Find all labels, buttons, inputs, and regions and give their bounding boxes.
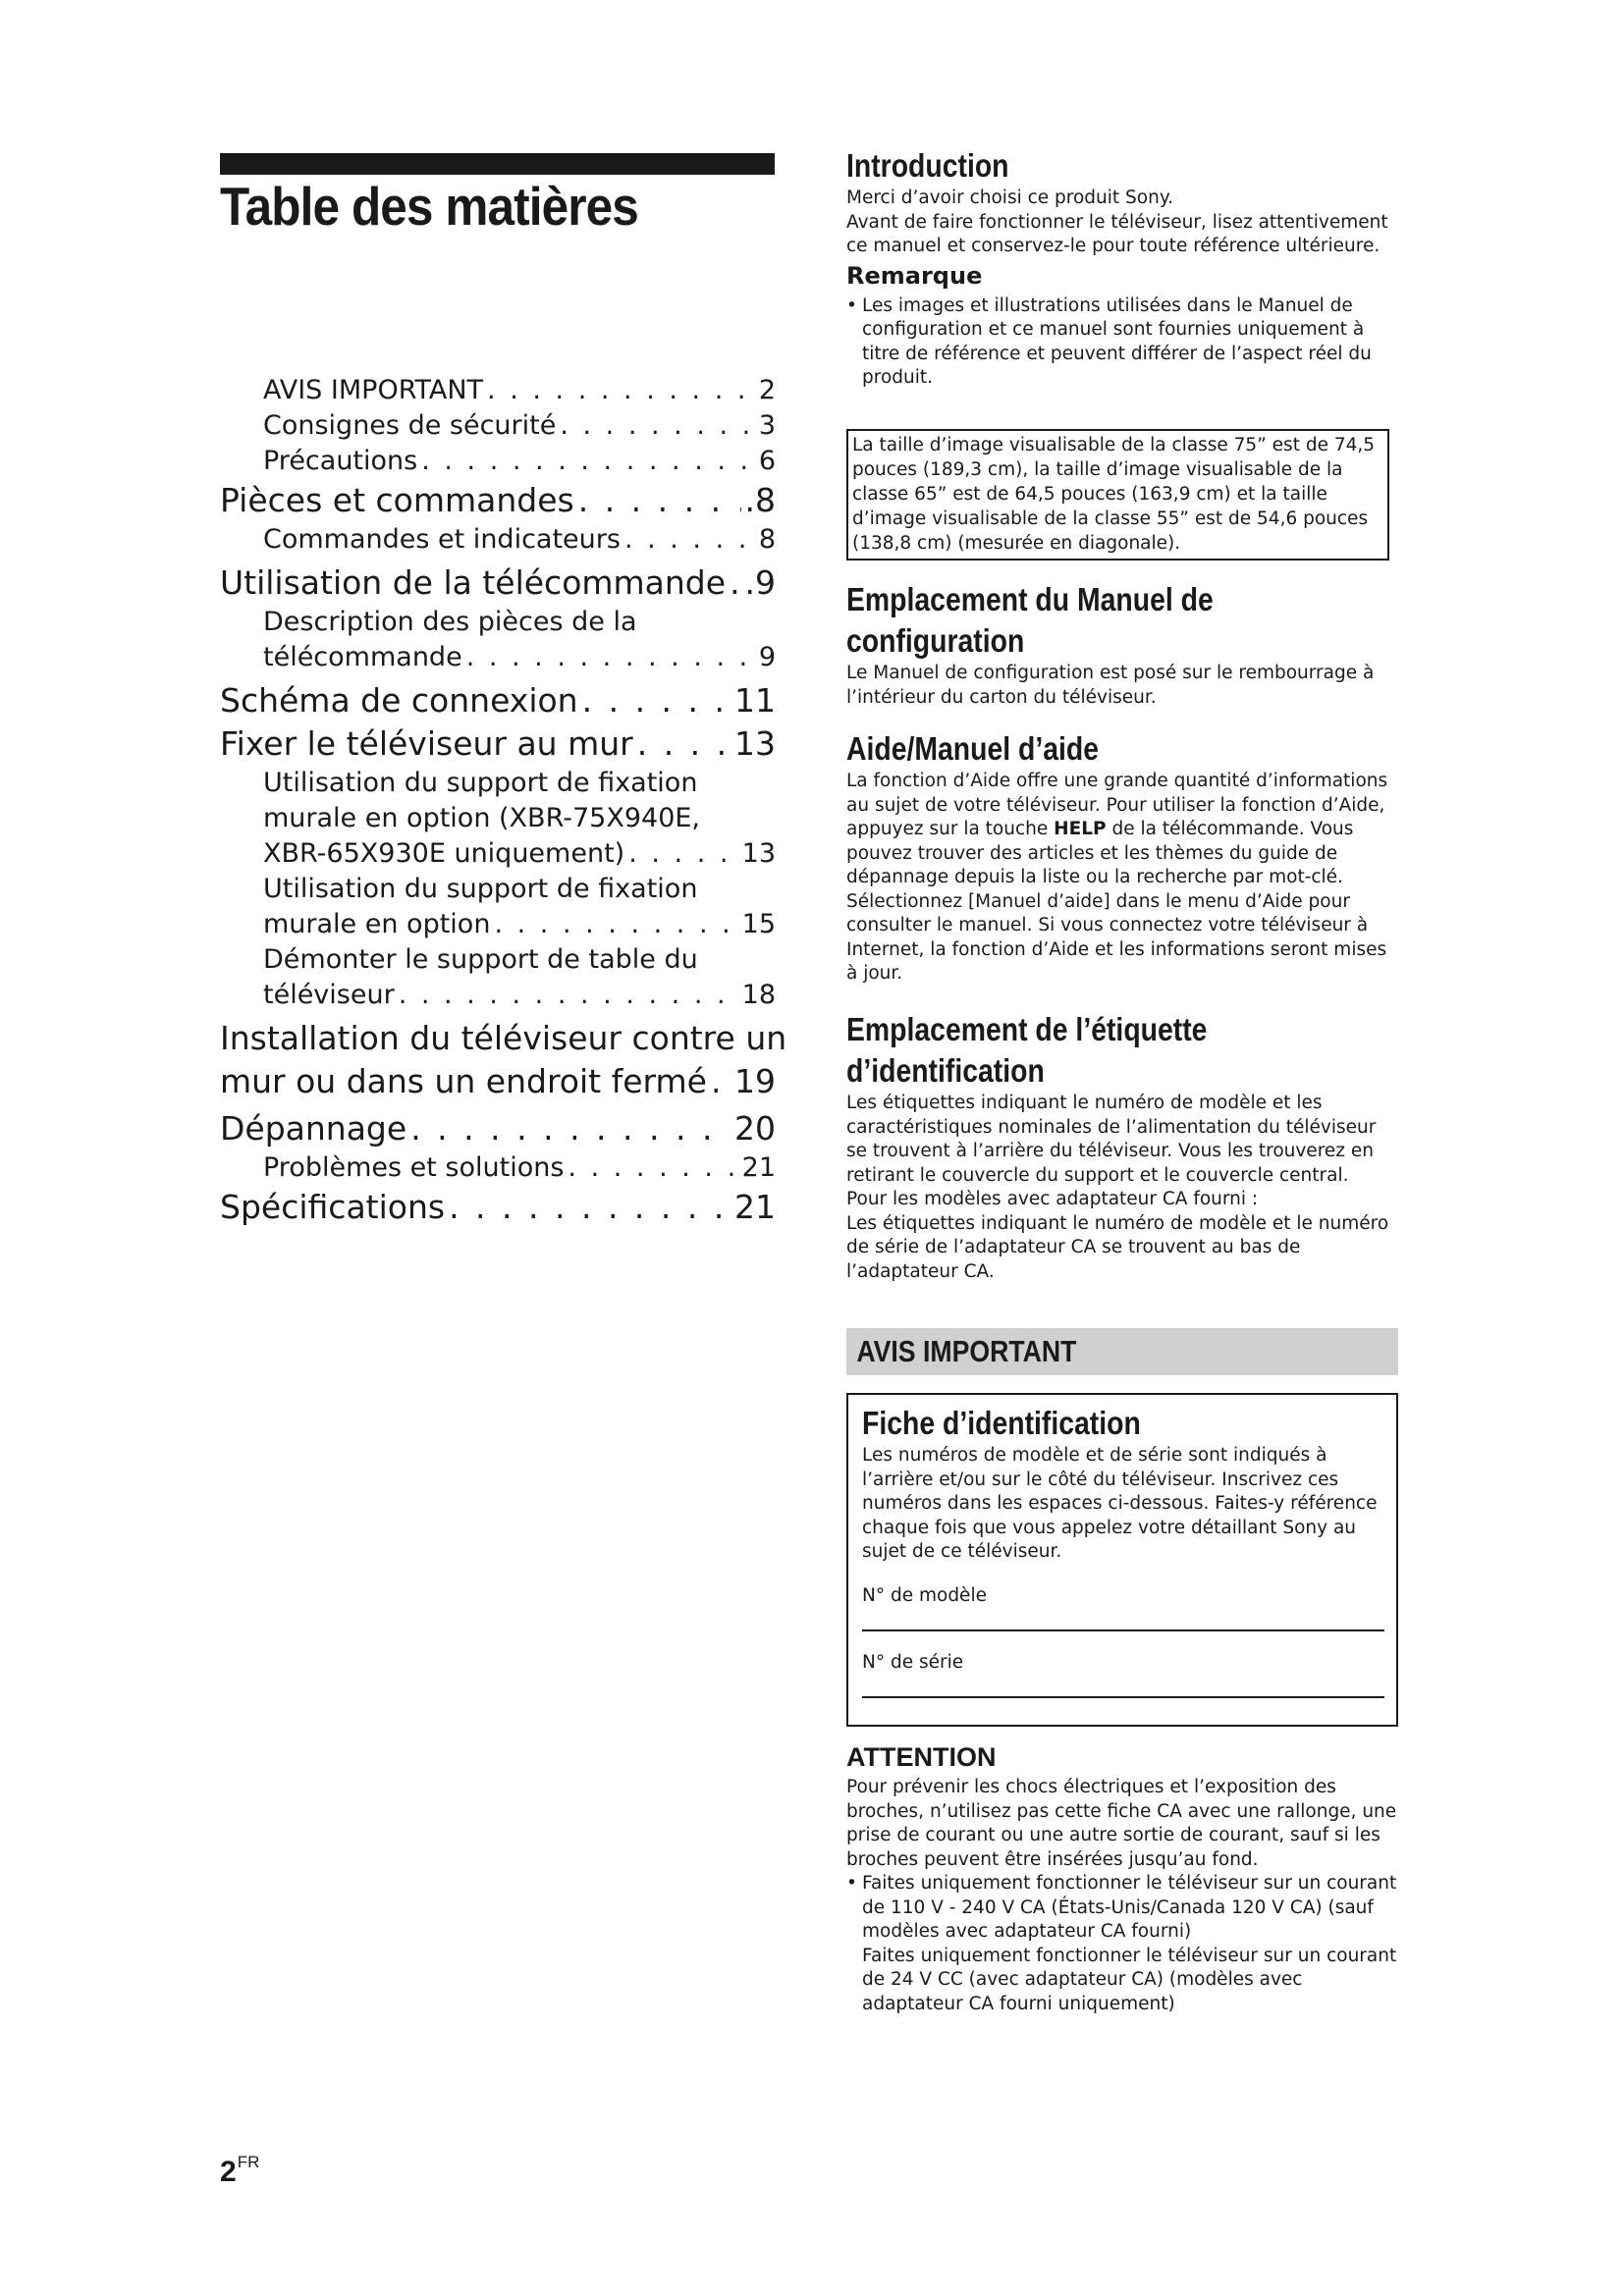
toc-leader-dots [578,479,741,522]
toc-entry[interactable] [220,561,776,605]
toc-entry-page: 8 [758,524,776,555]
help-section [846,728,1398,987]
toc-entry-label: télécommande [263,642,462,672]
toc-leader-dots [449,1186,731,1229]
toc-entry[interactable] [220,1017,787,1103]
toc-entry-label: murale en option [263,909,491,939]
toc-entry[interactable] [220,679,776,722]
toc-entry-page: 20 [734,1109,776,1148]
toc-entry-page: 13 [734,724,776,763]
toc-leader-dots [399,978,738,1013]
screen-size-note: La taille d’image visualisable de la classe 75” est de 74,5 pouces (189,3 cm), la taille d’image visualisable de la classe 65” est de 64,5 pouces (163,9 cm) et la taille d’image visualisable de la classe 55” est de 54,6 pouces (138,8 cm) (mesurée en diagonale). [846,429,1389,561]
identification-record-box [846,1393,1398,1727]
page-number [220,2153,259,2189]
toc-entry[interactable] [220,373,776,408]
toc-entry-page: 18 [741,980,776,1010]
heading-line: configuration [846,622,1025,659]
toc-entry[interactable] [220,766,776,872]
toc-entry[interactable] [220,408,776,444]
toc-entry[interactable] [220,1186,776,1229]
toc-entry-label: Fixer le téléviseur au mur [220,724,633,763]
remark-bullet: • Les images et illustrations utilisées dans le Manuel de configuration et ce manuel sont fournies uniquement à titre de référence et peuvent différer de l’aspect réel du produit. [846,294,1398,391]
setup-guide-location-heading [846,579,1321,662]
title-rule [220,153,775,175]
toc-leader-dots [410,1107,731,1150]
help-text-part: La fonction d’Aide offre une grande quantité d’informations au sujet de votre téléviseur. Pour utiliser la fonction d’Aide, appuyez sur la touche [846,771,1388,839]
table-of-contents [220,373,787,1229]
toc-title: Table des matières [220,176,638,237]
toc-entry-label: Dépannage [220,1109,407,1148]
toc-entry-page: 13 [741,838,776,869]
toc-entry-page: 15 [741,909,776,939]
setup-guide-location-text: Le Manuel de configuration est posé sur le rembourrage à l’intérieur du carton du téléviseur. [846,663,1375,708]
toc-entry[interactable] [220,1107,776,1150]
toc-entry-page: .8 [744,481,776,519]
toc-entry-label: Schéma de connexion [220,681,578,720]
page-number-value: 2 [220,2156,237,2188]
toc-entry[interactable] [220,942,776,1013]
toc-entry-page: 2 [758,375,776,405]
toc-entry-label: Précautions [263,446,418,476]
toc-entry[interactable] [220,479,776,522]
toc-entry[interactable] [220,1150,776,1186]
label-location-heading [846,1009,1321,1092]
important-notice-heading: AVIS IMPORTANT [856,1334,1077,1368]
intro-line: Merci d’avoir choisi ce produit Sony. [846,187,1174,208]
toc-entry-label: Problèmes et solutions [263,1152,565,1183]
toc-entry-label-line: murale en option (XBR-75X940E, [263,803,701,833]
toc-leader-dots [560,408,754,444]
help-text [846,770,1398,987]
toc-entry-label-line: Installation du téléviseur contre un [220,1019,787,1057]
intro-line: Avant de faire fonctionner le téléviseur, lisez attentivement ce manuel et conservez-le pour toute référence ultérieure. [846,211,1388,256]
toc-entry-label-line: Description des pièces de la [263,607,637,637]
toc-leader-dots [624,522,755,558]
help-text-part: de la télécommande. Vous pouvez trouver des articles et les thèmes du guide de dépannage depuis la liste ou la recherche par mot-clé. Sélectionnez [Manuel d’aide] dans le menu d’Aide pour consulter le manuel. Si vous connectez votre téléviseur à Internet, la fonction d’Aide et les informations seront mises à jour. [846,819,1387,984]
toc-entry-page: 21 [734,1188,776,1226]
toc-entry-label-line: Utilisation du support de fixation [263,768,698,798]
introduction-heading: Introduction [846,147,1009,184]
important-notice-banner [846,1328,1398,1375]
toc-entry-label: Pièces et commandes [220,481,574,519]
toc-entry-label: Consignes de sécurité [263,410,557,441]
model-number-label: N° de modèle [862,1584,987,1606]
introduction-section [846,145,1398,391]
toc-leader-dots [628,836,737,872]
serial-number-label: N° de série [862,1651,964,1673]
toc-entry-label: AVIS IMPORTANT [263,375,484,405]
label-location-text: Pour les modèles avec adaptateur CA fourni : [846,1189,1259,1209]
identification-heading: Fiche d’identification [862,1405,1141,1441]
heading-line: Emplacement de l’étiquette [846,1011,1208,1047]
toc-entry-label-line: Démonter le support de table du [263,944,698,975]
label-location-text: Les étiquettes indiquant le numéro de modèle et le numéro de série de l’adaptateur CA se trouvent au bas de l’adaptateur CA. [846,1212,1389,1282]
toc-leader-dots [487,373,755,408]
model-number-line[interactable] [862,1629,1384,1631]
toc-entry-page: 9 [758,642,776,672]
label-location-text: Les étiquettes indiquant le numéro de modèle et les caractéristiques nominales de l’alimentation du téléviseur se trouvent à l’arrière du téléviseur. Vous les trouverez en retirant le couvercle du support et le couvercle central. [846,1093,1377,1186]
toc-leader-dots [711,1060,731,1103]
attention-section [846,1740,1398,2016]
toc-entry-label: Utilisation de la télécommande [220,563,727,602]
serial-number-line[interactable] [862,1696,1384,1698]
attention-text: Pour prévenir les chocs électriques et l’exposition des broches, n’utilisez pas cette fiche CA avec une rallonge, une prise de courant ou une autre sortie de courant, sauf si les broches peuvent être insérées jusqu’au fond. [846,1777,1397,1870]
heading-line: Emplacement du Manuel de [846,581,1214,617]
toc-leader-dots [466,640,755,675]
toc-entry-page: 11 [734,681,776,720]
toc-leader-dots [637,722,731,766]
toc-leader-dots [582,679,731,722]
toc-entry-page: 6 [758,446,776,476]
heading-line: d’identification [846,1052,1045,1089]
toc-leader-dots [494,907,737,942]
toc-entry-label: Commandes et indicateurs [263,524,621,555]
toc-entry[interactable] [220,872,776,942]
toc-entry[interactable] [220,444,776,479]
toc-entry-page: 21 [741,1152,776,1183]
page-language-code: FR [237,2153,260,2171]
toc-leader-dots [568,1150,737,1186]
remark-heading: Remarque [846,261,983,290]
identification-text: Les numéros de modèle et de série sont indiqués à l’arrière et/ou sur le côté du téléviseur. Inscrivez ces numéros dans les espaces ci-dessous. Faites-y référence chaque fois que vous appelez votre détaillant Sony au sujet de ce téléviseur. [862,1445,1378,1562]
setup-guide-location-section [846,579,1398,710]
help-heading: Aide/Manuel d’aide [846,730,1100,767]
attention-bullet-continuation: Faites uniquement fonctionner le téléviseur sur un courant de 24 V CC (avec adaptateur CA) (modèles avec adaptateur CA fourni uniquement) [862,1945,1397,2014]
help-key: HELP [1054,819,1107,839]
toc-entry-page: 19 [734,1062,776,1100]
toc-entry-page: .9 [744,563,776,602]
toc-entry[interactable] [220,722,776,766]
toc-entry-label: téléviseur [263,980,395,1010]
attention-bullet: • Faites uniquement fonctionner le téléviseur sur un courant de 110 V - 240 V CA (États-Unis/Canada 120 V CA) (sauf modèles avec adaptateur CA fourni) [846,1872,1398,1945]
toc-leader-dots [730,561,740,605]
label-location-section [846,1009,1398,1284]
toc-entry-label: XBR-65X930E uniquement) [263,838,625,869]
toc-entry[interactable] [220,522,776,558]
toc-entry-page: 3 [758,410,776,441]
toc-entry-label: Spécifications [220,1188,446,1226]
toc-entry[interactable] [220,605,776,675]
toc-entry-label-line: Utilisation du support de fixation [263,874,698,904]
toc-entry-label: mur ou dans un endroit fermé [220,1062,707,1100]
attention-heading: ATTENTION [846,1742,997,1772]
toc-leader-dots [421,444,755,479]
